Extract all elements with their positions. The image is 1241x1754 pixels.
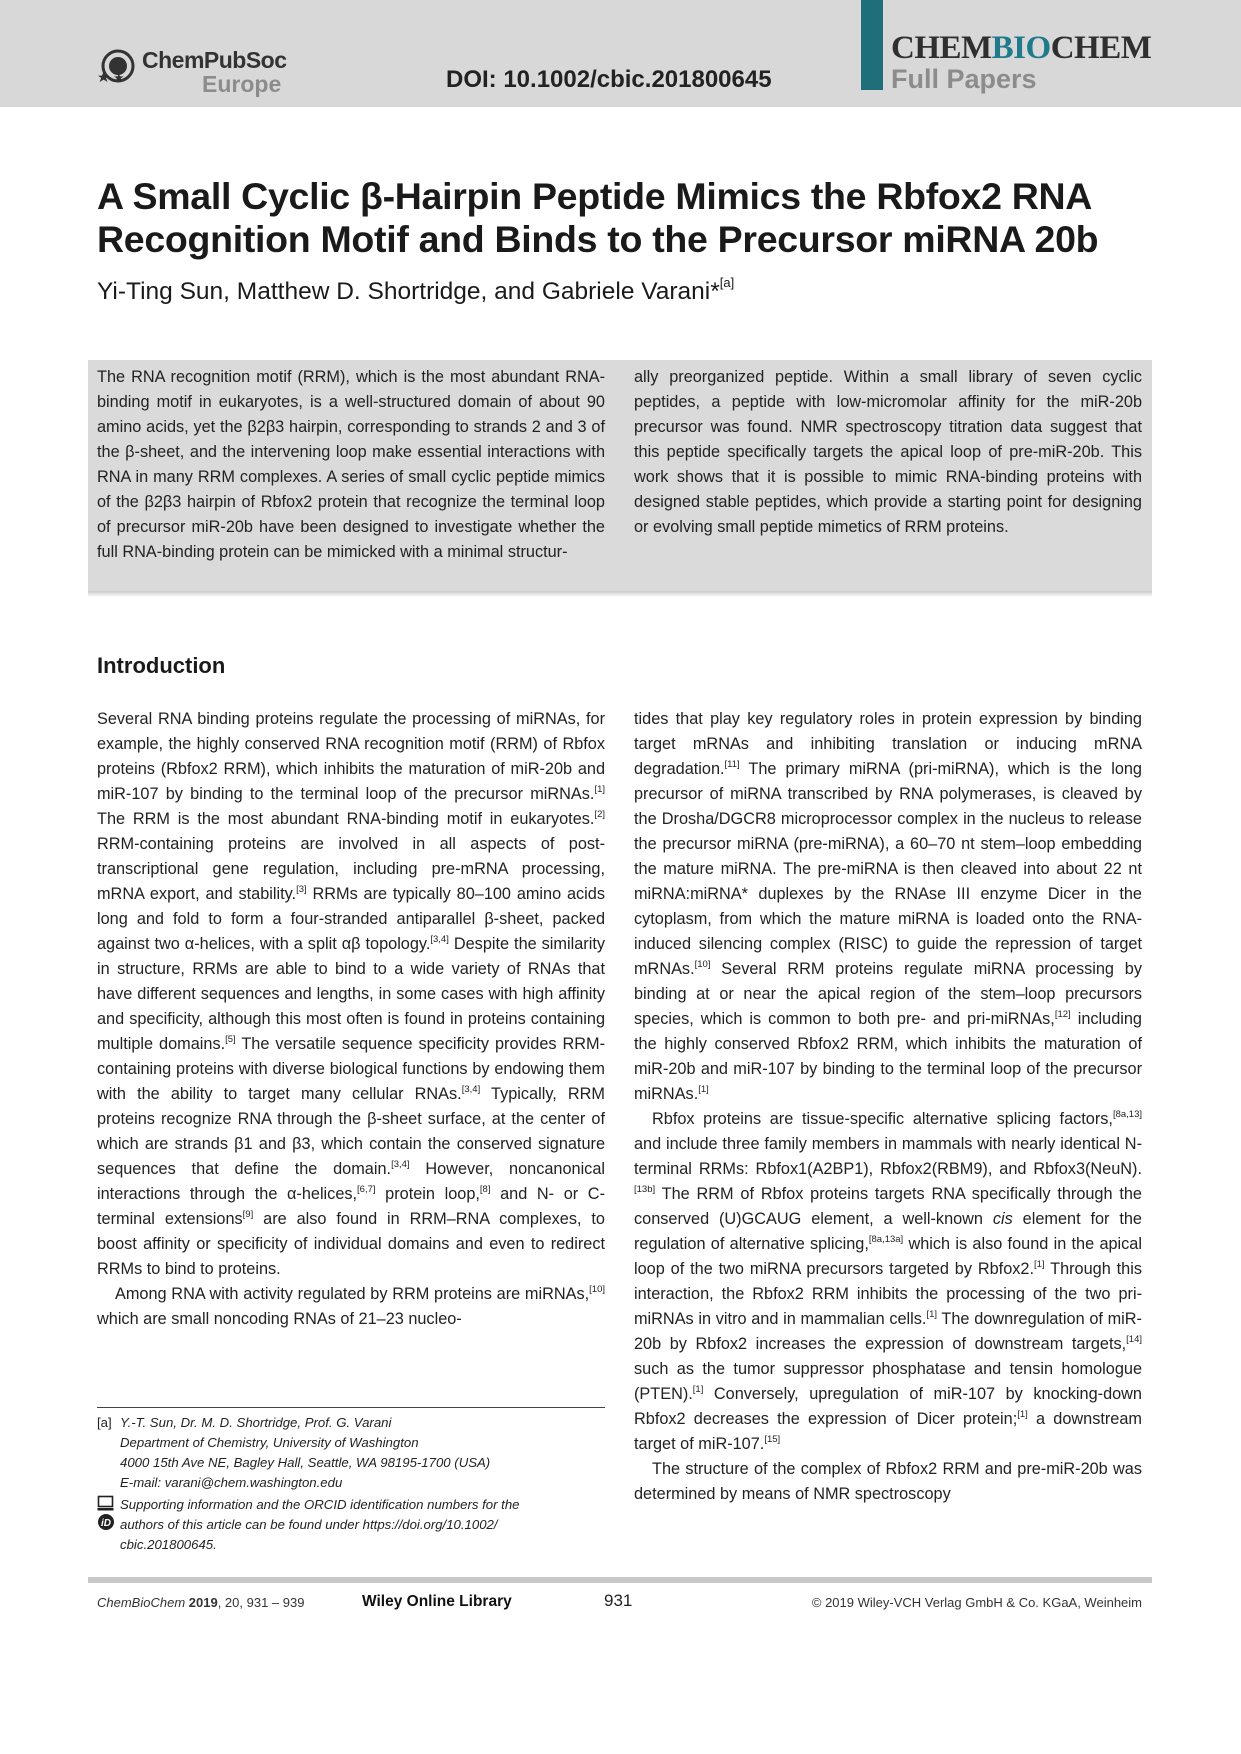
paragraph: Among RNA with activity regulated by RRM proteins are miRNAs,[10] which are small noncoding RNAs of 21–23 nucleo- [97,1284,605,1328]
publisher-region: Europe [202,71,282,97]
citation[interactable]: [8] [479,1184,491,1195]
page-header [0,0,1241,107]
copyright: © 2019 Wiley-VCH Verlag GmbH & Co. KGaA, Weinheim [811,1595,1142,1610]
footer-divider [88,1577,1152,1583]
citation[interactable]: [3,4] [391,1159,410,1170]
publisher-name: ChemPubSoc [142,47,287,73]
paragraph: Rbfox proteins are tissue-specific alternative splicing factors,[8a,13] and include three family members in mammals with nearly identical N-terminal RRMs: Rbfox1(A2BP1), Rbfox2(RBM9), and Rbfox3(NeuN).[13b] The RRM of Rbfox proteins targets RNA specifically through the conserved (U)GCAUG element, a well-known cis element for the regulation of alternative splicing,[8a,13a] which is also found in the apical loop of the two miRNA precursors targeted by Rbfox2.[1] Through this interaction, the Rbfox2 RRM inhibits the processing of the two pri-miRNAs in vitro and in mammalian cells.[1] The downregulation of miR-20b by Rbfox2 increases the expression of downstream targets,[14] such as the tumor suppressor phosphatase and tensin homologue (PTEN).[1] Conversely, upregulation of miR-107 by knocking-down Rbfox2 decreases the expression of Dicer protein;[1] a downstream target of miR-107.[15] [634,1109,1142,1453]
article-section: Full Papers [891,64,1037,94]
citation[interactable]: [14] [1126,1334,1142,1345]
paragraph: The structure of the complex of Rbfox2 RRM and pre-miR-20b was determined by means of NMR spectroscopy [634,1460,1142,1503]
citation[interactable]: [13b] [634,1184,656,1195]
footnote-label: [a] [97,1415,112,1430]
journal-name: CHEMBIOCHEM [891,30,1152,66]
journal-accent-bar [861,0,883,90]
citation[interactable]: [1] [594,784,605,795]
footnote-department: Department of Chemistry, University of Washington [120,1435,419,1450]
citation[interactable]: [3,4] [430,934,449,945]
abstract-col-2: ally preorganized peptide. Within a small library of seven cyclic peptides, a peptide with low-micromolar affinity for the miR-20b precursor was found. NMR spectroscopy titration data suggest that this peptide specifically targets the apical loop of pre-miR-20b. This work shows that it is possible to mimic RNA-binding proteins with designed stable peptides, which provide a starting point for designing or evolving small peptide mimetics of RRM proteins. [634,368,1142,536]
citation[interactable]: [1] [1017,1409,1028,1420]
article-title: A Small Cyclic β-Hairpin Peptide Mimics the Rbfox2 RNA Recognition Motif and Binds to the Precursor miRNA 20b [97,175,1099,260]
svg-text:iD: iD [101,1518,111,1529]
orcid-icon [98,1514,114,1530]
publisher-logo[interactable] [98,44,298,97]
footnote-authors: Y.-T. Sun, Dr. M. D. Shortridge, Prof. G. Varani [120,1415,392,1430]
citation[interactable]: [15] [764,1434,781,1445]
citation[interactable]: [12] [1054,1009,1071,1020]
supporting-info-line[interactable]: cbic.201800645. [120,1537,217,1552]
abstract-col-1: The RNA recognition motif (RRM), which is the most abundant RNA-binding motif in eukaryotes, is a well-structured domain of about 90 amino acids, yet the β2β3 hairpin, corresponding to strands 2 and 3 of the β-sheet, and the intervening loop make essential interactions with RNA in many RRM complexes. A series of small cyclic peptide mimics of the β2β3 hairpin of Rbfox2 protein that recognize the terminal loop of precursor miR-20b have been designed to investigate whether the full RNA-binding protein can be mimicked with a minimal structur- [97,368,605,561]
citation[interactable]: [8a,13] [1112,1109,1142,1120]
abstract-shadow [88,591,1152,597]
supporting-info-icons [97,1495,115,1535]
footnote-address: 4000 15th Ave NE, Bagley Hall, Seattle, WA 98195-1700 (USA) [120,1455,491,1470]
author-list: Yi-Ting Sun, Matthew D. Shortridge, and Gabriele Varani*[a] [97,275,735,305]
citation[interactable]: [10] [589,1284,605,1295]
citation[interactable]: [6,7] [357,1184,376,1195]
chempubsoc-logo-icon [98,46,140,90]
supporting-info-line: Supporting information and the ORCID identification numbers for the [120,1497,520,1512]
affiliation-mark[interactable]: [a] [719,275,735,290]
citation[interactable]: [1] [692,1384,704,1395]
citation[interactable]: [3] [296,884,307,895]
supporting-info-line[interactable]: authors of this article can be found under https://doi.org/10.1002/ [120,1517,498,1532]
citation[interactable]: [3,4] [461,1084,481,1095]
paragraph: tides that play key regulatory roles in protein expression by binding target mRNAs and inhibiting translation or inducing mRNA degradation.[11] The primary miRNA (pri-miRNA), which is the long precursor of miRNA transcribed by RNA polymerases, is cleaved by the Drosha/DGCR8 microprocessor complex in the nucleus to release the precursor miRNA (pre-miRNA), a 60–70 nt stem–loop embedding the mature miRNA. The pre-miRNA is then cleaved into about 22 nt miRNA:miRNA* duplexes by the RNAse III enzyme Dicer in the cytoplasm, from which the mature miRNA is loaded onto the RNA-induced silencing complex (RISC) to guide the repression of target mRNAs.[10] Several RRM proteins regulate miRNA processing by binding at or near the apical region of the stem–loop precursors species, which is common to both pre- and pri-miRNAs,[12] including the highly conserved Rbfox2 RRM, which inhibits the maturation of miR-20b and miR-107 by binding to the terminal loop of the precursor miRNAs.[1] [634,710,1142,1103]
citation[interactable]: [8a,13a] [868,1234,904,1245]
section-heading-introduction: Introduction [97,653,226,678]
footnote-email[interactable]: E-mail: varani@chem.washington.edu [120,1475,343,1490]
footer-citation: ChemBioChem 2019, 20, 931 – 939 [97,1595,305,1610]
computer-icon [98,1497,114,1511]
citation[interactable]: [5] [225,1034,236,1045]
wiley-online-library-link[interactable]: Wiley Online Library [362,1593,512,1610]
abstract-box [88,360,1152,591]
page-number: 931 [604,1591,633,1610]
footnote-divider [97,1407,605,1408]
paragraph: Several RNA binding proteins regulate the processing of miRNAs, for example, the highly conserved RNA recognition motif (RRM) of Rbfox proteins (Rbfox2 RRM), which inhibits the maturation of miR-20b and miR-107 by binding to the terminal loop of the precursor miRNAs.[1] The RRM is the most abundant RNA-binding motif in eukaryotes.[2] RRM-containing proteins are involved in all aspects of post-transcriptional gene regulation, including pre-mRNA processing, mRNA export, and stability.[3] RRMs are typically 80–100 amino acids long and fold to form a four-stranded antiparallel β-sheet, packed against two α-helices, with a split αβ topology.[3,4] Despite the similarity in structure, RRMs are able to bind to a wide variety of RNAs that have different sequences and lengths, in some cases with high affinity and specificity, although this most often is found in proteins containing multiple domains.[5] The versatile sequence specificity provides RRM-containing proteins with diverse biological functions by endowing them with the ability to target many cellular RNAs.[3,4] Typically, RRM proteins recognize RNA through the β-sheet surface, at the center of which are strands β1 and β3, which contain the conserved signature sequences that define the domain.[3,4] However, noncanonical interactions through the α-helices,[6,7] protein loop,[8] and N- or C- terminal extensions[9] are also found in RRM–RNA complexes, to boost affinity or specificity of individual domains and even to redirect RRMs to bind to proteins. [97,710,605,1278]
article-doi[interactable]: DOI: 10.1002/cbic.201800645 [446,66,772,93]
citation[interactable]: [1] [926,1309,938,1320]
citation[interactable]: [1] [698,1084,709,1095]
citation[interactable]: [10] [694,959,711,970]
body-column-right [634,707,1142,1507]
citation[interactable]: [9] [242,1209,254,1220]
citation[interactable]: [11] [724,759,740,770]
citation[interactable]: [2] [594,809,605,820]
body-column-left [97,707,605,1332]
citation[interactable]: [1] [1033,1259,1045,1270]
